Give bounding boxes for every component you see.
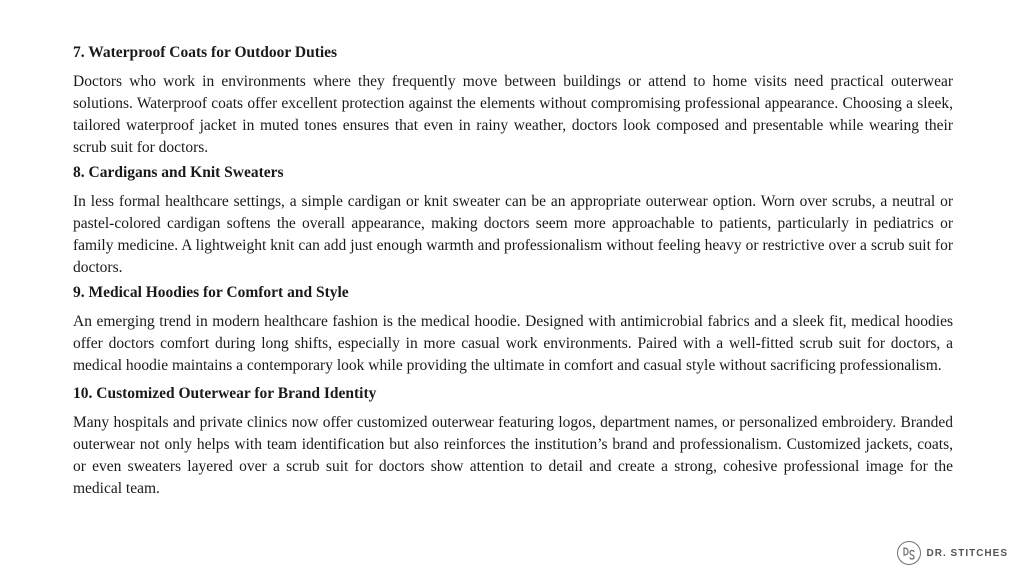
- ds-monogram-icon: [897, 541, 921, 565]
- section-heading: 9. Medical Hoodies for Comfort and Style: [73, 284, 349, 301]
- section-medical-hoodies: [73, 282, 953, 377]
- section-customized-outerwear: [73, 383, 953, 500]
- section-heading: 10. Customized Outerwear for Brand Identity: [73, 385, 377, 402]
- brand-logo: [897, 541, 1008, 565]
- brand-name: DR. STITCHES: [926, 547, 1008, 559]
- section-body: Doctors who work in environments where they frequently move between buildings or attend to home visits need practical outerwear solutions. Waterproof coats offer excellent protection against the elements without compromising professional appearance. Choosing a sleek, tailored waterproof jacket in muted tones ensures that even in rainy weather, doctors look composed and presentable while wearing their scrub suit for doctors.: [73, 73, 953, 156]
- section-waterproof-coats: [73, 42, 953, 159]
- section-body: An emerging trend in modern healthcare fashion is the medical hoodie. Designed with antimicrobial fabrics and a sleek fit, medical hoodies offer doctors comfort during long shifts, especially in more casual work environments. Paired with a well-fitted scrub suit for doctors, a medical hoodie maintains a contemporary look while providing the ultimate in comfort and casual style without sacrificing professionalism.: [73, 313, 953, 374]
- section-cardigans: [73, 162, 953, 279]
- section-body: In less formal healthcare settings, a simple cardigan or knit sweater can be an appropriate outerwear option. Worn over scrubs, a neutral or pastel-colored cardigan softens the overall appearance, making doctors seem more approachable to patients, particularly in pediatrics or family medicine. A lightweight knit can add just enough warmth and professionalism without feeling heavy or restrictive over a scrub suit for doctors.: [73, 193, 953, 276]
- section-heading: 8. Cardigans and Knit Sweaters: [73, 164, 284, 181]
- section-body: Many hospitals and private clinics now offer customized outerwear featuring logos, department names, or personalized embroidery. Branded outerwear not only helps with team identification but also reinforces the institution’s brand and professionalism. Customized jackets, coats, or even sweaters layered over a scrub suit for doctors show attention to detail and create a strong, cohesive professional image for the medical team.: [73, 414, 953, 497]
- section-heading: 7. Waterproof Coats for Outdoor Duties: [73, 44, 338, 61]
- document-page: [73, 42, 953, 503]
